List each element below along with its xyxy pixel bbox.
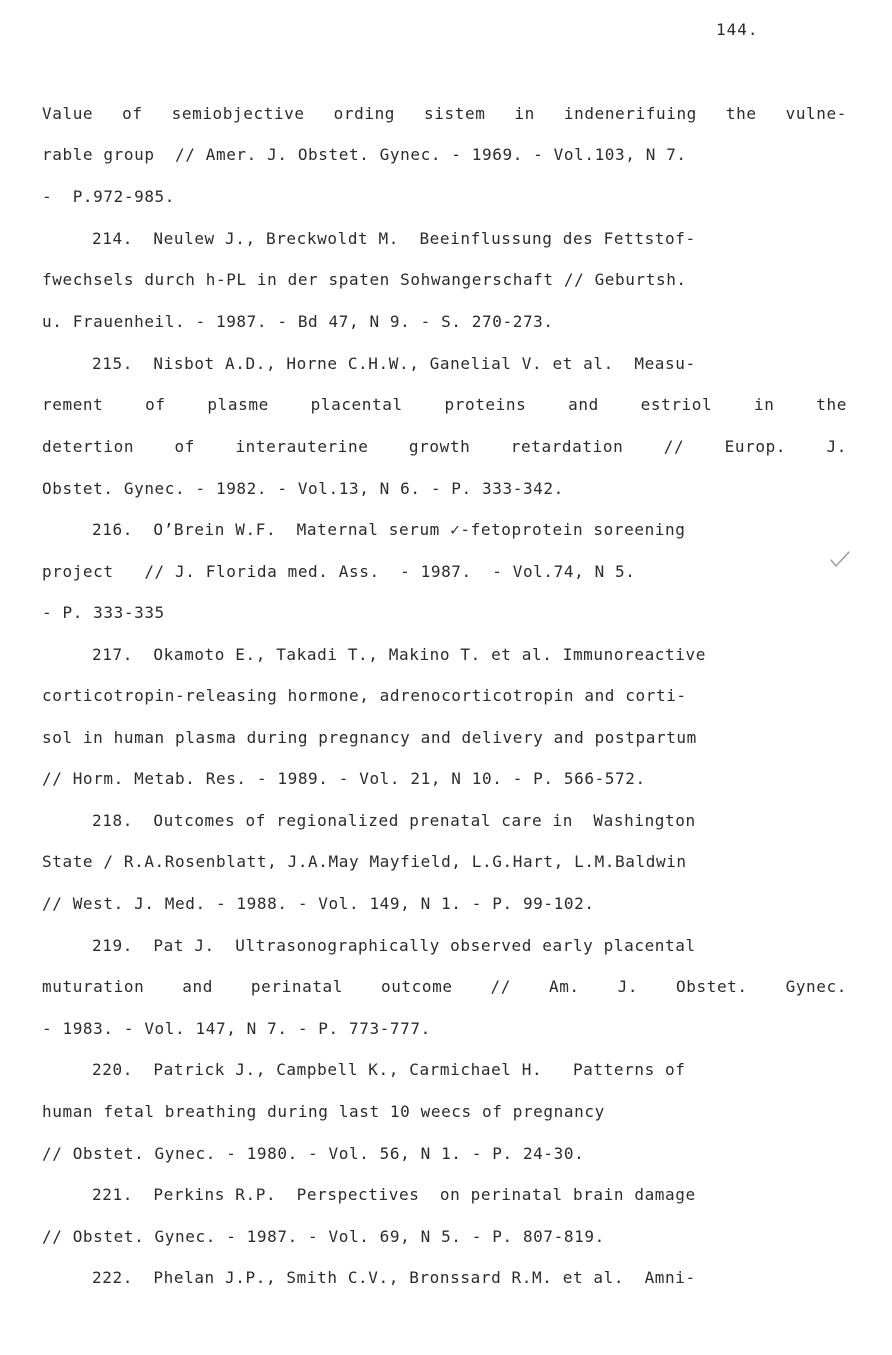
page-number: 144.: [716, 20, 759, 39]
text-line: project // J. Florida med. Ass. - 1987. - Vol.74, N 5.: [42, 562, 636, 581]
text-line: corticotropin-releasing hormone, adrenocorticotropin and corti-: [42, 686, 687, 705]
text-line: 215. Nisbot A.D., Horne C.H.W., Ganelial V. et al. Measu-: [92, 354, 696, 373]
text-line: - 1983. - Vol. 147, N 7. - P. 773-777.: [42, 1019, 431, 1038]
text-line: 219. Pat J. Ultrasonographically observed early placental: [92, 936, 696, 955]
text-line: 217. Okamoto E., Takadi T., Makino T. et al. Immunoreactive: [92, 645, 706, 664]
text-line: detertion of interauterine growth retardation // Europ. J.: [42, 437, 847, 456]
text-line: 216. O’Brein W.F. Maternal serum ✓-fetoprotein soreening: [92, 520, 686, 539]
text-line: 214. Neulew J., Breckwoldt M. Beeinflussung des Fettstof-: [92, 229, 696, 248]
text-line: // Horm. Metab. Res. - 1989. - Vol. 21, N 10. - P. 566-572.: [42, 769, 646, 788]
checkmark-icon: [828, 548, 852, 570]
text-line: 221. Perkins R.P. Perspectives on perinatal brain damage: [92, 1185, 696, 1204]
text-line: 222. Phelan J.P., Smith C.V., Bronssard R.M. et al. Amni-: [92, 1268, 696, 1287]
text-line: sol in human plasma during pregnancy and delivery and postpartum: [42, 728, 697, 747]
text-line: Value of semiobjective ording sistem in indenerifuing the vulne-: [42, 104, 847, 123]
text-line: fwechsels durch h-PL in der spaten Sohwangerschaft // Geburtsh.: [42, 270, 687, 289]
text-line: u. Frauenheil. - 1987. - Bd 47, N 9. - S. 270-273.: [42, 312, 554, 331]
text-line: - P.972-985.: [42, 187, 176, 206]
text-line: - P. 333-335: [42, 603, 165, 622]
text-line: Obstet. Gynec. - 1982. - Vol.13, N 6. - P. 333-342.: [42, 479, 564, 498]
text-line: rable group // Amer. J. Obstet. Gynec. - 1969. - Vol.103, N 7.: [42, 145, 687, 164]
text-line: muturation and perinatal outcome // Am. J. Obstet. Gynec.: [42, 977, 847, 996]
text-line: // Obstet. Gynec. - 1987. - Vol. 69, N 5. - P. 807-819.: [42, 1227, 605, 1246]
text-line: 218. Outcomes of regionalized prenatal care in Washington: [92, 811, 696, 830]
text-line: // Obstet. Gynec. - 1980. - Vol. 56, N 1. - P. 24-30.: [42, 1144, 585, 1163]
text-line: State / R.A.Rosenblatt, J.A.May Mayfield, L.G.Hart, L.M.Baldwin: [42, 852, 687, 871]
text-line: 220. Patrick J., Campbell K., Carmichael H. Patterns of: [92, 1060, 686, 1079]
text-line: human fetal breathing during last 10 weecs of pregnancy: [42, 1102, 605, 1121]
text-line: // West. J. Med. - 1988. - Vol. 149, N 1. - P. 99-102.: [42, 894, 595, 913]
text-line: rement of plasme placental proteins and estriol in the: [42, 395, 847, 414]
